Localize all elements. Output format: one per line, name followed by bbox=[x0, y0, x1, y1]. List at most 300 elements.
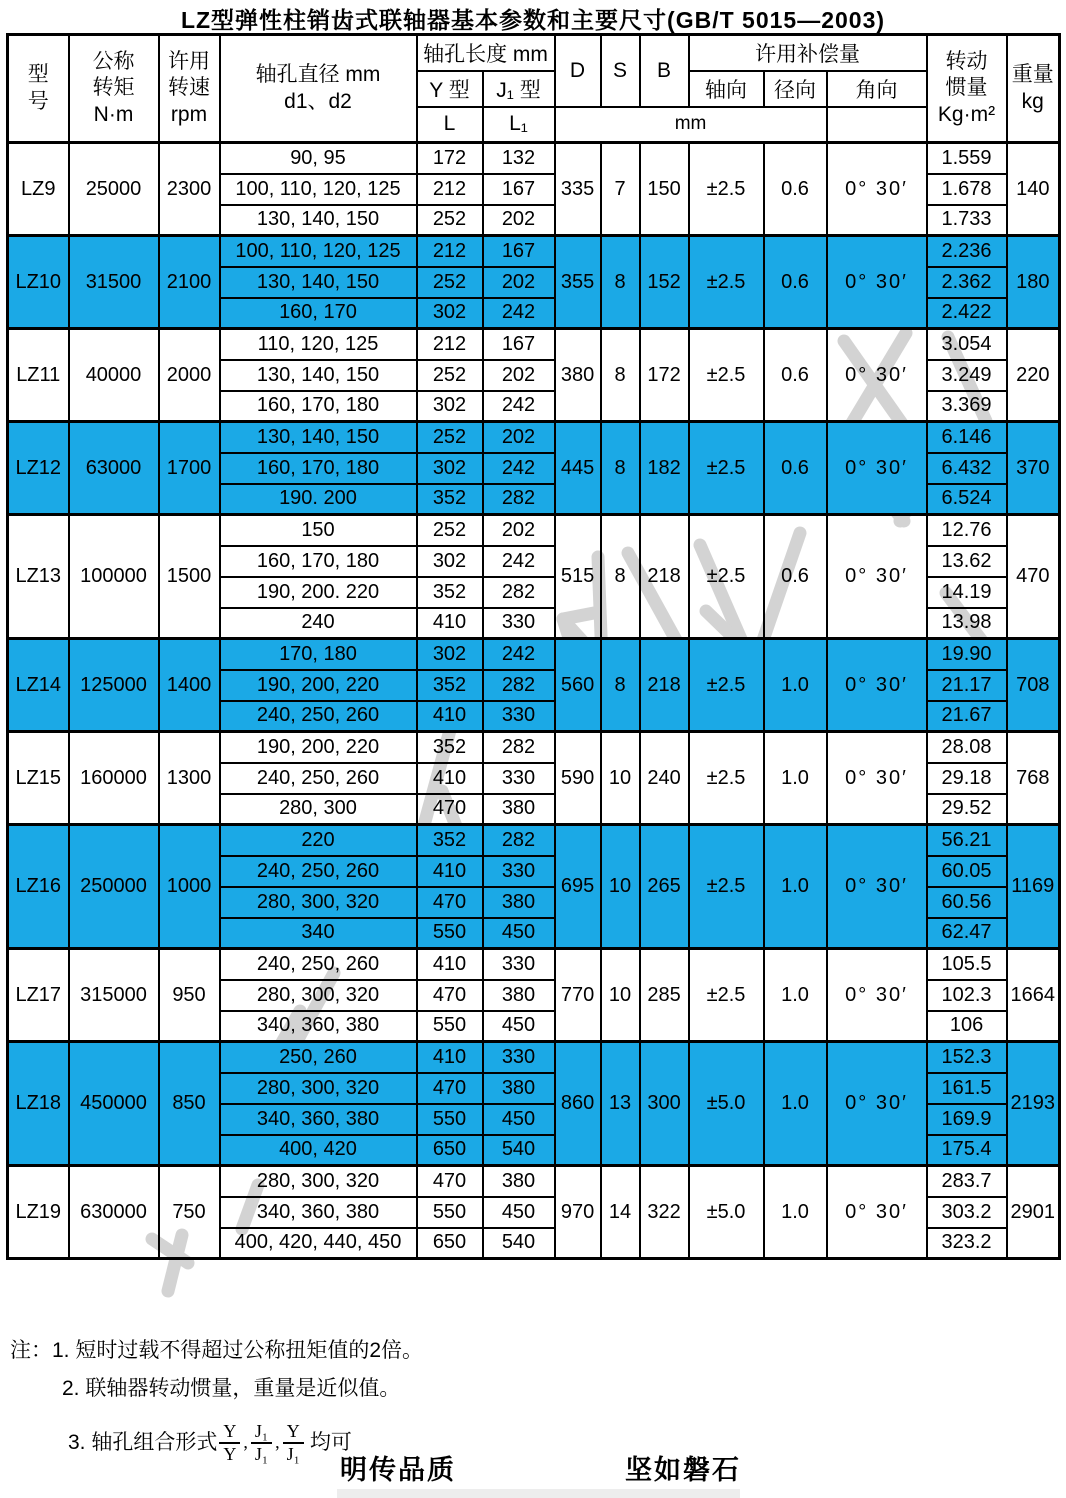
dim-d-cell: 970 bbox=[555, 1166, 601, 1259]
model-cell: LZ12 bbox=[8, 422, 69, 515]
length-j1-cell: 450 bbox=[483, 1197, 555, 1228]
header-speed: 许用 转速 rpm bbox=[159, 35, 220, 143]
bore-diameter-cell: 400, 420, 440, 450 bbox=[220, 1228, 417, 1259]
dim-b-cell: 240 bbox=[640, 732, 689, 825]
inertia-cell: 1.678 bbox=[927, 174, 1007, 205]
footer-slogan-left: 明传品质 bbox=[340, 1455, 456, 1485]
bore-diameter-cell: 160, 170, 180 bbox=[220, 391, 417, 422]
length-j1-cell: 167 bbox=[483, 236, 555, 267]
page-title: LZ型弹性柱销齿式联轴器基本参数和主要尺寸(GB/T 5015—2003) bbox=[180, 7, 886, 33]
dim-d-cell: 560 bbox=[555, 639, 601, 732]
length-y-cell: 212 bbox=[417, 329, 483, 360]
inertia-cell: 2.236 bbox=[927, 236, 1007, 267]
torque-cell: 100000 bbox=[69, 515, 159, 639]
note-1: 注：1. 短时过载不得超过公称扭矩值的2倍。 bbox=[10, 1339, 424, 1362]
speed-cell: 850 bbox=[159, 1042, 220, 1166]
spec-table bbox=[6, 33, 1061, 1260]
length-j1-cell: 380 bbox=[483, 887, 555, 918]
length-j1-cell: 330 bbox=[483, 1042, 555, 1073]
angular-compensation-cell: 0° 30′ bbox=[827, 732, 927, 825]
bore-diameter-cell: 280, 300, 320 bbox=[220, 1073, 417, 1104]
dim-s-cell: 10 bbox=[601, 732, 640, 825]
bore-diameter-cell: 400, 420 bbox=[220, 1135, 417, 1166]
bore-diameter-cell: 160, 170, 180 bbox=[220, 453, 417, 484]
fraction-separator: , bbox=[275, 1432, 280, 1453]
inertia-cell: 28.08 bbox=[927, 732, 1007, 763]
table-header bbox=[8, 35, 1060, 143]
torque-cell: 25000 bbox=[69, 143, 159, 236]
inertia-cell: 303.2 bbox=[927, 1197, 1007, 1228]
angular-compensation-cell: 0° 30′ bbox=[827, 1166, 927, 1259]
torque-cell: 125000 bbox=[69, 639, 159, 732]
speed-cell: 1700 bbox=[159, 422, 220, 515]
radial-compensation-cell: 1.0 bbox=[764, 1042, 827, 1166]
model-cell: LZ17 bbox=[8, 949, 69, 1042]
bore-diameter-cell: 340, 360, 380 bbox=[220, 1197, 417, 1228]
model-cell: LZ10 bbox=[8, 236, 69, 329]
dim-s-cell: 8 bbox=[601, 639, 640, 732]
bore-diameter-cell: 100, 110, 120, 125 bbox=[220, 236, 417, 267]
inertia-cell: 56.21 bbox=[927, 825, 1007, 856]
speed-cell: 1400 bbox=[159, 639, 220, 732]
axial-compensation-cell: ±2.5 bbox=[689, 422, 764, 515]
bore-diameter-cell: 190. 200 bbox=[220, 484, 417, 515]
bore-diameter-cell: 280, 300 bbox=[220, 794, 417, 825]
speed-cell: 1000 bbox=[159, 825, 220, 949]
spec-row bbox=[8, 515, 1060, 546]
dim-d-cell: 380 bbox=[555, 329, 601, 422]
angular-compensation-cell: 0° 30′ bbox=[827, 949, 927, 1042]
inertia-cell: 102.3 bbox=[927, 980, 1007, 1011]
bore-diameter-cell: 160, 170, 180 bbox=[220, 546, 417, 577]
axial-compensation-cell: ±5.0 bbox=[689, 1166, 764, 1259]
spec-row bbox=[8, 329, 1060, 360]
dim-s-cell: 8 bbox=[601, 422, 640, 515]
dim-d-cell: 860 bbox=[555, 1042, 601, 1166]
bore-diameter-cell: 130, 140, 150 bbox=[220, 267, 417, 298]
model-cell: LZ18 bbox=[8, 1042, 69, 1166]
dim-d-cell: 445 bbox=[555, 422, 601, 515]
footer bbox=[0, 1448, 1066, 1488]
bore-diameter-cell: 240, 250, 260 bbox=[220, 763, 417, 794]
header-dim-b: B bbox=[640, 35, 689, 107]
header-inertia: 转动 惯量 Kg·m² bbox=[927, 35, 1007, 143]
length-j1-cell: 330 bbox=[483, 949, 555, 980]
model-cell: LZ13 bbox=[8, 515, 69, 639]
dim-s-cell: 8 bbox=[601, 329, 640, 422]
length-y-cell: 352 bbox=[417, 484, 483, 515]
axial-compensation-cell: ±2.5 bbox=[689, 732, 764, 825]
length-y-cell: 252 bbox=[417, 267, 483, 298]
speed-cell: 1300 bbox=[159, 732, 220, 825]
radial-compensation-cell: 0.6 bbox=[764, 329, 827, 422]
angular-compensation-cell: 0° 30′ bbox=[827, 1042, 927, 1166]
inertia-cell: 62.47 bbox=[927, 918, 1007, 949]
length-y-cell: 410 bbox=[417, 856, 483, 887]
bore-diameter-cell: 130, 140, 150 bbox=[220, 205, 417, 236]
spec-row bbox=[8, 732, 1060, 763]
inertia-cell: 29.52 bbox=[927, 794, 1007, 825]
radial-compensation-cell: 1.0 bbox=[764, 639, 827, 732]
length-j1-cell: 167 bbox=[483, 329, 555, 360]
length-y-cell: 352 bbox=[417, 732, 483, 763]
inertia-cell: 3.249 bbox=[927, 360, 1007, 391]
angular-compensation-cell: 0° 30′ bbox=[827, 515, 927, 639]
dim-b-cell: 300 bbox=[640, 1042, 689, 1166]
inertia-cell: 323.2 bbox=[927, 1228, 1007, 1259]
inertia-cell: 175.4 bbox=[927, 1135, 1007, 1166]
inertia-cell: 1.559 bbox=[927, 143, 1007, 174]
inertia-cell: 3.054 bbox=[927, 329, 1007, 360]
weight-cell: 470 bbox=[1007, 515, 1060, 639]
bore-diameter-cell: 170, 180 bbox=[220, 639, 417, 670]
header-weight: 重量 kg bbox=[1007, 35, 1060, 143]
inertia-cell: 105.5 bbox=[927, 949, 1007, 980]
bore-diameter-cell: 240 bbox=[220, 608, 417, 639]
length-j1-cell: 330 bbox=[483, 608, 555, 639]
radial-compensation-cell: 1.0 bbox=[764, 825, 827, 949]
length-y-cell: 252 bbox=[417, 422, 483, 453]
model-cell: LZ9 bbox=[8, 143, 69, 236]
spec-row bbox=[8, 949, 1060, 980]
model-cell: LZ19 bbox=[8, 1166, 69, 1259]
note-2: 2. 联轴器转动惯量，重量是近似值。 bbox=[62, 1377, 401, 1400]
angular-compensation-cell: 0° 30′ bbox=[827, 639, 927, 732]
speed-cell: 2100 bbox=[159, 236, 220, 329]
length-y-cell: 410 bbox=[417, 949, 483, 980]
header-length-l1: L₁ bbox=[483, 107, 555, 143]
speed-cell: 950 bbox=[159, 949, 220, 1042]
length-j1-cell: 202 bbox=[483, 267, 555, 298]
footer-slogan-right: 坚如磐石 bbox=[625, 1455, 741, 1485]
length-y-cell: 550 bbox=[417, 918, 483, 949]
radial-compensation-cell: 1.0 bbox=[764, 1166, 827, 1259]
dim-d-cell: 770 bbox=[555, 949, 601, 1042]
inertia-cell: 12.76 bbox=[927, 515, 1007, 546]
inertia-cell: 14.19 bbox=[927, 577, 1007, 608]
angular-compensation-cell: 0° 30′ bbox=[827, 143, 927, 236]
speed-cell: 2300 bbox=[159, 143, 220, 236]
length-j1-cell: 450 bbox=[483, 918, 555, 949]
inertia-cell: 21.17 bbox=[927, 670, 1007, 701]
length-y-cell: 302 bbox=[417, 639, 483, 670]
dim-s-cell: 14 bbox=[601, 1166, 640, 1259]
length-y-cell: 550 bbox=[417, 1197, 483, 1228]
length-y-cell: 650 bbox=[417, 1135, 483, 1166]
dim-s-cell: 8 bbox=[601, 236, 640, 329]
bore-diameter-cell: 150 bbox=[220, 515, 417, 546]
dim-s-cell: 10 bbox=[601, 949, 640, 1042]
angular-compensation-cell: 0° 30′ bbox=[827, 329, 927, 422]
bore-diameter-cell: 280, 300, 320 bbox=[220, 887, 417, 918]
dim-b-cell: 218 bbox=[640, 515, 689, 639]
inertia-cell: 6.146 bbox=[927, 422, 1007, 453]
dim-d-cell: 590 bbox=[555, 732, 601, 825]
radial-compensation-cell: 0.6 bbox=[764, 515, 827, 639]
spec-row bbox=[8, 825, 1060, 856]
length-j1-cell: 380 bbox=[483, 1166, 555, 1197]
header-angular-unit-empty bbox=[827, 107, 927, 143]
length-y-cell: 302 bbox=[417, 298, 483, 329]
torque-cell: 630000 bbox=[69, 1166, 159, 1259]
dim-s-cell: 13 bbox=[601, 1042, 640, 1166]
length-y-cell: 302 bbox=[417, 546, 483, 577]
inertia-cell: 60.56 bbox=[927, 887, 1007, 918]
torque-cell: 315000 bbox=[69, 949, 159, 1042]
length-j1-cell: 450 bbox=[483, 1104, 555, 1135]
inertia-cell: 106 bbox=[927, 1011, 1007, 1042]
length-j1-cell: 450 bbox=[483, 1011, 555, 1042]
header-length-l: L bbox=[417, 107, 483, 143]
length-j1-cell: 282 bbox=[483, 484, 555, 515]
length-y-cell: 410 bbox=[417, 701, 483, 732]
inertia-cell: 169.9 bbox=[927, 1104, 1007, 1135]
bore-diameter-cell: 240, 250, 260 bbox=[220, 701, 417, 732]
bore-diameter-cell: 130, 140, 150 bbox=[220, 360, 417, 391]
torque-cell: 63000 bbox=[69, 422, 159, 515]
length-y-cell: 302 bbox=[417, 391, 483, 422]
angular-compensation-cell: 0° 30′ bbox=[827, 236, 927, 329]
weight-cell: 2193 bbox=[1007, 1042, 1060, 1166]
note-3-prefix: 3. 轴孔组合形式 bbox=[68, 1431, 218, 1455]
axial-compensation-cell: ±5.0 bbox=[689, 1042, 764, 1166]
angular-compensation-cell: 0° 30′ bbox=[827, 825, 927, 949]
length-j1-cell: 202 bbox=[483, 360, 555, 391]
spec-row bbox=[8, 236, 1060, 267]
torque-cell: 31500 bbox=[69, 236, 159, 329]
inertia-cell: 6.432 bbox=[927, 453, 1007, 484]
bore-diameter-cell: 110, 120, 125 bbox=[220, 329, 417, 360]
speed-cell: 1500 bbox=[159, 515, 220, 639]
length-j1-cell: 330 bbox=[483, 763, 555, 794]
length-j1-cell: 380 bbox=[483, 980, 555, 1011]
length-j1-cell: 380 bbox=[483, 1073, 555, 1104]
header-axial: 轴向 bbox=[689, 71, 764, 107]
inertia-cell: 1.733 bbox=[927, 205, 1007, 236]
length-j1-cell: 330 bbox=[483, 856, 555, 887]
length-j1-cell: 167 bbox=[483, 174, 555, 205]
inertia-cell: 3.369 bbox=[927, 391, 1007, 422]
length-y-cell: 470 bbox=[417, 980, 483, 1011]
length-y-cell: 352 bbox=[417, 670, 483, 701]
weight-cell: 220 bbox=[1007, 329, 1060, 422]
header-bore-diameter: 轴孔直径 mm d1、d2 bbox=[220, 35, 417, 143]
length-y-cell: 470 bbox=[417, 794, 483, 825]
radial-compensation-cell: 0.6 bbox=[764, 143, 827, 236]
spec-row bbox=[8, 1042, 1060, 1073]
length-j1-cell: 202 bbox=[483, 422, 555, 453]
length-y-cell: 252 bbox=[417, 205, 483, 236]
inertia-cell: 29.18 bbox=[927, 763, 1007, 794]
dim-b-cell: 322 bbox=[640, 1166, 689, 1259]
bore-diameter-cell: 340, 360, 380 bbox=[220, 1011, 417, 1042]
bore-diameter-cell: 340 bbox=[220, 918, 417, 949]
bore-diameter-cell: 160, 170 bbox=[220, 298, 417, 329]
length-y-cell: 352 bbox=[417, 825, 483, 856]
length-y-cell: 410 bbox=[417, 763, 483, 794]
header-y-type: Y 型 bbox=[417, 71, 483, 107]
axial-compensation-cell: ±2.5 bbox=[689, 949, 764, 1042]
length-y-cell: 352 bbox=[417, 577, 483, 608]
table-body bbox=[8, 143, 1060, 1259]
bore-diameter-cell: 240, 250, 260 bbox=[220, 856, 417, 887]
inertia-cell: 152.3 bbox=[927, 1042, 1007, 1073]
header-torque: 公称 转矩 N·m bbox=[69, 35, 159, 143]
dim-d-cell: 355 bbox=[555, 236, 601, 329]
length-j1-cell: 540 bbox=[483, 1135, 555, 1166]
inertia-cell: 19.90 bbox=[927, 639, 1007, 670]
length-y-cell: 550 bbox=[417, 1104, 483, 1135]
bore-diameter-cell: 280, 300, 320 bbox=[220, 980, 417, 1011]
dim-s-cell: 10 bbox=[601, 825, 640, 949]
weight-cell: 180 bbox=[1007, 236, 1060, 329]
header-angular: 角向 bbox=[827, 71, 927, 107]
header-mm-unit: mm bbox=[555, 107, 827, 143]
length-j1-cell: 282 bbox=[483, 670, 555, 701]
length-j1-cell: 132 bbox=[483, 143, 555, 174]
bore-diameter-cell: 190, 200, 220 bbox=[220, 732, 417, 763]
axial-compensation-cell: ±2.5 bbox=[689, 143, 764, 236]
length-j1-cell: 540 bbox=[483, 1228, 555, 1259]
inertia-cell: 2.362 bbox=[927, 267, 1007, 298]
inertia-cell: 2.422 bbox=[927, 298, 1007, 329]
inertia-cell: 13.98 bbox=[927, 608, 1007, 639]
bore-diameter-cell: 250, 260 bbox=[220, 1042, 417, 1073]
length-j1-cell: 330 bbox=[483, 701, 555, 732]
length-j1-cell: 242 bbox=[483, 453, 555, 484]
bore-combination-fraction: $\frac{Y}{\text{J₁}}$ bbox=[283, 1421, 304, 1464]
header-bore-length: 轴孔长度 mm bbox=[417, 35, 555, 71]
speed-cell: 2000 bbox=[159, 329, 220, 422]
header-dim-d: D bbox=[555, 35, 601, 107]
angular-compensation-cell: 0° 30′ bbox=[827, 422, 927, 515]
length-y-cell: 470 bbox=[417, 1166, 483, 1197]
inertia-cell: 60.05 bbox=[927, 856, 1007, 887]
weight-cell: 140 bbox=[1007, 143, 1060, 236]
dim-b-cell: 172 bbox=[640, 329, 689, 422]
radial-compensation-cell: 1.0 bbox=[764, 732, 827, 825]
dim-d-cell: 695 bbox=[555, 825, 601, 949]
weight-cell: 1169 bbox=[1007, 825, 1060, 949]
dim-b-cell: 265 bbox=[640, 825, 689, 949]
length-y-cell: 650 bbox=[417, 1228, 483, 1259]
length-j1-cell: 242 bbox=[483, 546, 555, 577]
header-radial: 径向 bbox=[764, 71, 827, 107]
length-y-cell: 172 bbox=[417, 143, 483, 174]
model-cell: LZ11 bbox=[8, 329, 69, 422]
length-y-cell: 212 bbox=[417, 236, 483, 267]
torque-cell: 40000 bbox=[69, 329, 159, 422]
bore-diameter-cell: 190, 200, 220 bbox=[220, 670, 417, 701]
radial-compensation-cell: 0.6 bbox=[764, 236, 827, 329]
spec-row bbox=[8, 1166, 1060, 1197]
length-j1-cell: 380 bbox=[483, 794, 555, 825]
weight-cell: 768 bbox=[1007, 732, 1060, 825]
model-cell: LZ16 bbox=[8, 825, 69, 949]
bore-diameter-cell: 100, 110, 120, 125 bbox=[220, 174, 417, 205]
dim-b-cell: 182 bbox=[640, 422, 689, 515]
inertia-cell: 21.67 bbox=[927, 701, 1007, 732]
dim-d-cell: 515 bbox=[555, 515, 601, 639]
length-y-cell: 550 bbox=[417, 1011, 483, 1042]
length-j1-cell: 282 bbox=[483, 825, 555, 856]
dim-d-cell: 335 bbox=[555, 143, 601, 236]
model-cell: LZ14 bbox=[8, 639, 69, 732]
note-3-suffix: 均可 bbox=[309, 1431, 352, 1455]
length-y-cell: 470 bbox=[417, 887, 483, 918]
inertia-cell: 283.7 bbox=[927, 1166, 1007, 1197]
speed-cell: 750 bbox=[159, 1166, 220, 1259]
weight-cell: 1664 bbox=[1007, 949, 1060, 1042]
dim-b-cell: 285 bbox=[640, 949, 689, 1042]
spec-row bbox=[8, 143, 1060, 174]
dim-s-cell: 7 bbox=[601, 143, 640, 236]
length-y-cell: 302 bbox=[417, 453, 483, 484]
torque-cell: 250000 bbox=[69, 825, 159, 949]
bore-diameter-cell: 240, 250, 260 bbox=[220, 949, 417, 980]
length-j1-cell: 202 bbox=[483, 515, 555, 546]
inertia-cell: 161.5 bbox=[927, 1073, 1007, 1104]
weight-cell: 2901 bbox=[1007, 1166, 1060, 1259]
dim-b-cell: 152 bbox=[640, 236, 689, 329]
inertia-cell: 13.62 bbox=[927, 546, 1007, 577]
torque-cell: 450000 bbox=[69, 1042, 159, 1166]
length-y-cell: 212 bbox=[417, 174, 483, 205]
bore-combination-fraction: $\frac{Y}{Y}$ bbox=[219, 1421, 240, 1464]
spec-row bbox=[8, 422, 1060, 453]
spec-row bbox=[8, 639, 1060, 670]
header-model: 型 号 bbox=[8, 35, 69, 143]
inertia-cell: 6.524 bbox=[927, 484, 1007, 515]
bottom-grey-bar bbox=[337, 1489, 740, 1498]
axial-compensation-cell: ±2.5 bbox=[689, 515, 764, 639]
bore-diameter-cell: 90, 95 bbox=[220, 143, 417, 174]
length-y-cell: 470 bbox=[417, 1073, 483, 1104]
length-y-cell: 252 bbox=[417, 360, 483, 391]
length-j1-cell: 242 bbox=[483, 639, 555, 670]
axial-compensation-cell: ±2.5 bbox=[689, 236, 764, 329]
notes-block bbox=[10, 1340, 1010, 1464]
length-j1-cell: 282 bbox=[483, 577, 555, 608]
header-dim-s: S bbox=[601, 35, 640, 107]
weight-cell: 708 bbox=[1007, 639, 1060, 732]
radial-compensation-cell: 1.0 bbox=[764, 949, 827, 1042]
bore-combination-fraction: $\frac{\text{J₁}}{\text{J₁}}$ bbox=[251, 1421, 272, 1464]
header-compensation: 许用补偿量 bbox=[689, 35, 927, 71]
dim-s-cell: 8 bbox=[601, 515, 640, 639]
fraction-separator: , bbox=[243, 1432, 248, 1453]
bore-diameter-cell: 280, 300, 320 bbox=[220, 1166, 417, 1197]
length-y-cell: 410 bbox=[417, 1042, 483, 1073]
dim-b-cell: 218 bbox=[640, 639, 689, 732]
axial-compensation-cell: ±2.5 bbox=[689, 825, 764, 949]
length-y-cell: 252 bbox=[417, 515, 483, 546]
torque-cell: 160000 bbox=[69, 732, 159, 825]
header-j1-type: J₁ 型 bbox=[483, 71, 555, 107]
radial-compensation-cell: 0.6 bbox=[764, 422, 827, 515]
length-j1-cell: 242 bbox=[483, 298, 555, 329]
bore-diameter-cell: 340, 360, 380 bbox=[220, 1104, 417, 1135]
bore-diameter-cell: 130, 140, 150 bbox=[220, 422, 417, 453]
bore-diameter-cell: 190, 200. 220 bbox=[220, 577, 417, 608]
length-j1-cell: 242 bbox=[483, 391, 555, 422]
bore-diameter-cell: 220 bbox=[220, 825, 417, 856]
length-j1-cell: 282 bbox=[483, 732, 555, 763]
model-cell: LZ15 bbox=[8, 732, 69, 825]
axial-compensation-cell: ±2.5 bbox=[689, 329, 764, 422]
table-wrapper bbox=[6, 33, 1058, 1260]
length-j1-cell: 202 bbox=[483, 205, 555, 236]
